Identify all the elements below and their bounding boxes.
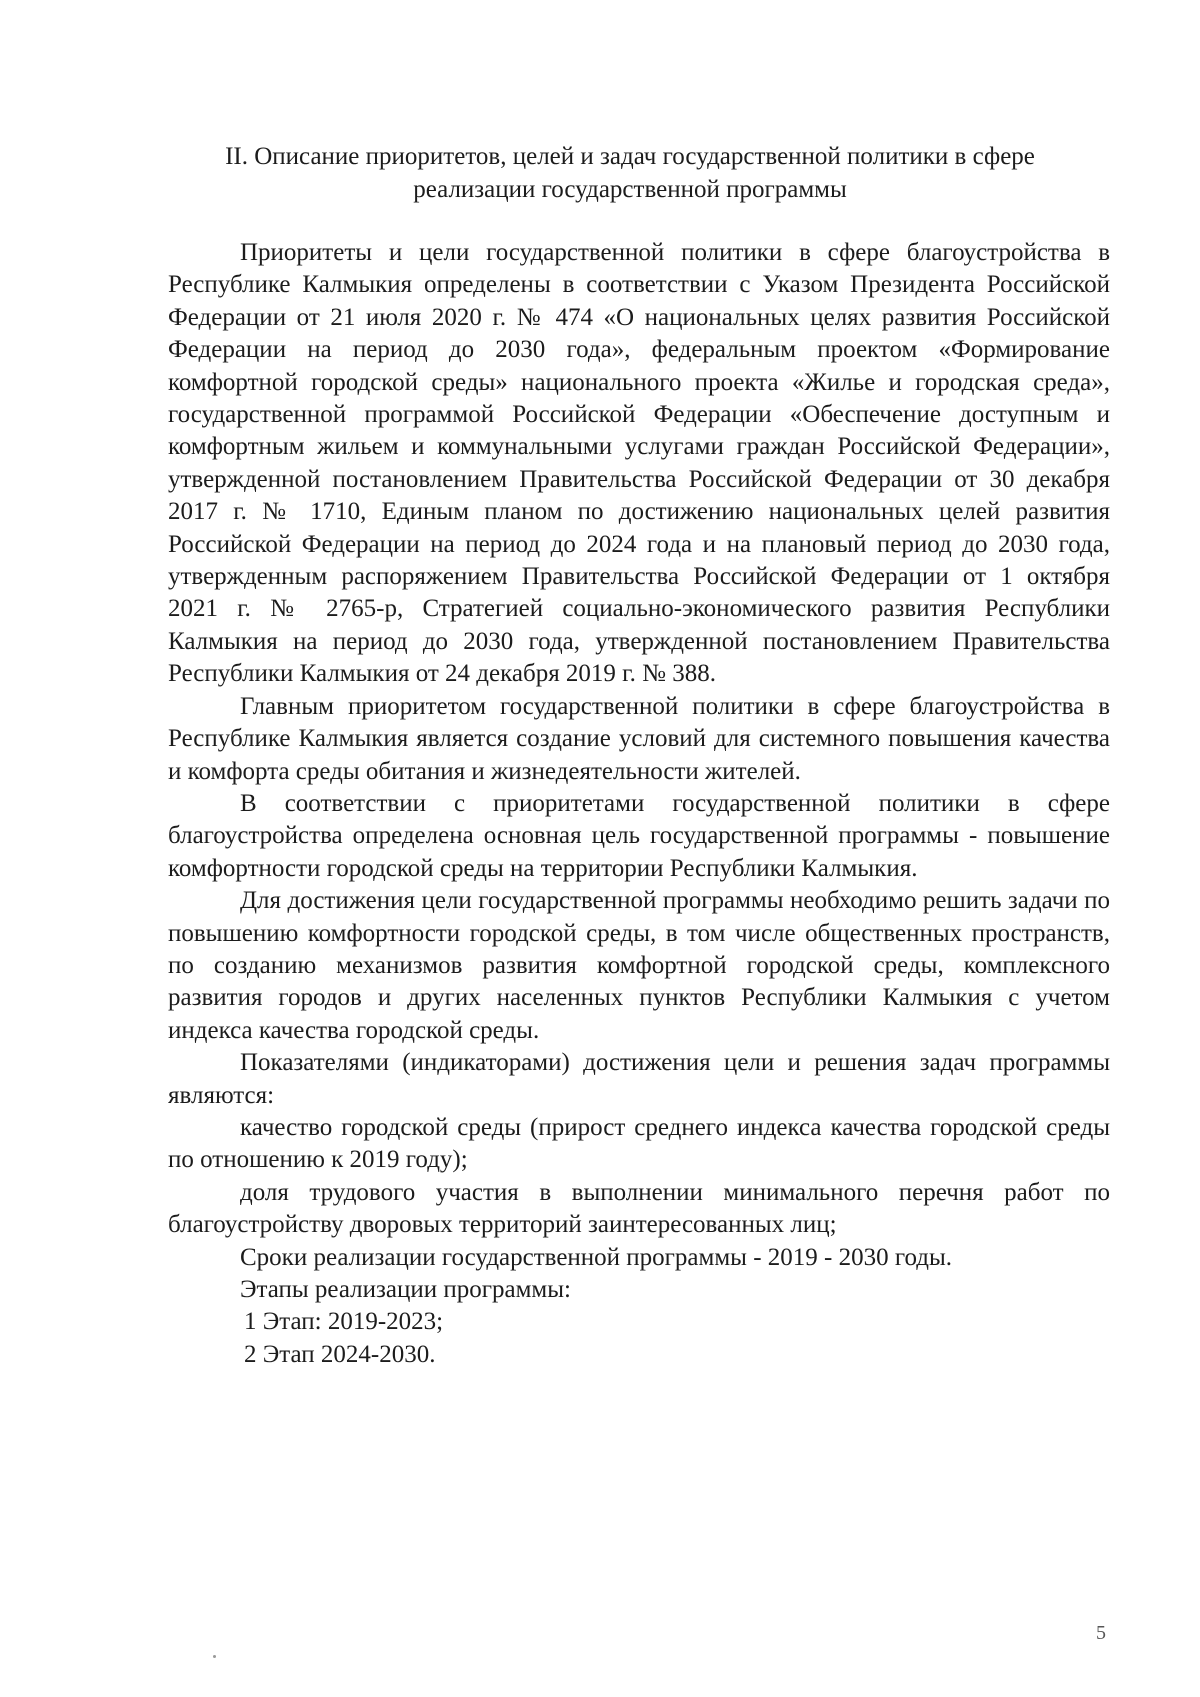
stages-title: Этапы реализации программы: [240,1276,571,1303]
indicator-item: доля трудового участия в выполнении минимального перечня работ по благоустройству дворовых территорий заинтересованных лиц; [168,1178,1110,1239]
scan-speck [213,1655,216,1658]
indicator-item: качество городской среды (прирост среднего индекса качества городской среды по отношению к 2019 году); [168,1113,1110,1174]
paragraph-indicators-intro: Показателями (индикаторами) достижения цели и решения задач программы являются: [168,1049,1110,1109]
paragraph-tasks: Для достижения цели государственной программы необходимо решить задачи по повышению комфортности городской среды, в том числе общественных пространств, по созданию механизмов развития комфортной городской среды, комплексного развития городов и других населенных пунктов Республики Калмыкия с учетом индекса качества городской среды. [168,887,1110,1044]
stage-item: 2 Этап 2024-2030. [244,1340,436,1368]
section-heading-line-1: II. Описание приоритетов, целей и задач государственной политики в сфере [225,143,1035,170]
implementation-timeline: Сроки реализации государственной программы - 2019 - 2030 годы. [240,1243,953,1271]
paragraph-priorities: Приоритеты и цели государственной политики в сфере благоустройства в Республике Калмыкия определены в соответствии с Указом Президента Российской Федерации от 21 июля 2020 г. № 474 «О национальных целях развития Российской Федерации на период до 2030 года», федеральным проектом «Формирование комфортной городской среды» национального проекта «Жилье и городская среда», государственной программой Российской Федерации «Обеспечение доступным и комфортным жильем и коммунальными услугами граждан Российской Федерации», утвержденной постановлением Правительства Российской Федерации от 30 декабря 2017 г. № 1710, Единым планом по достижению национальных целей развития Российской Федерации на период до 2024 года и на плановый период до 2030 года, утвержденным распоряжением Правительства Российской Федерации от 1 октября 2021 г. № 2765-р, Стратегией социально-экономического развития Республики Калмыкия на период до 2030 года, утвержденной постановлением Правительства Республики Калмыкия от 24 декабря 2019 г. № 388. [168,239,1110,688]
paragraph-main-goal: В соответствии с приоритетами государственной политики в сфере благоустройства определена основная цель государственной программы - повышение комфортности городской среды на территории Республики Калмыкия. [168,789,1110,882]
paragraph-main-priority: Главным приоритетом государственной политики в сфере благоустройства в Республике Калмыкия является создание условий для системного повышения качества и комфорта среды обитания и жизнедеятельности жителей. [168,692,1110,785]
document-body [168,237,1110,1371]
section-heading [150,140,1110,206]
section-heading-line-2: реализации государственной программы [413,176,847,203]
stage-item: 1 Этап: 2019-2023; [244,1308,444,1336]
page-number: 5 [1096,1622,1106,1644]
